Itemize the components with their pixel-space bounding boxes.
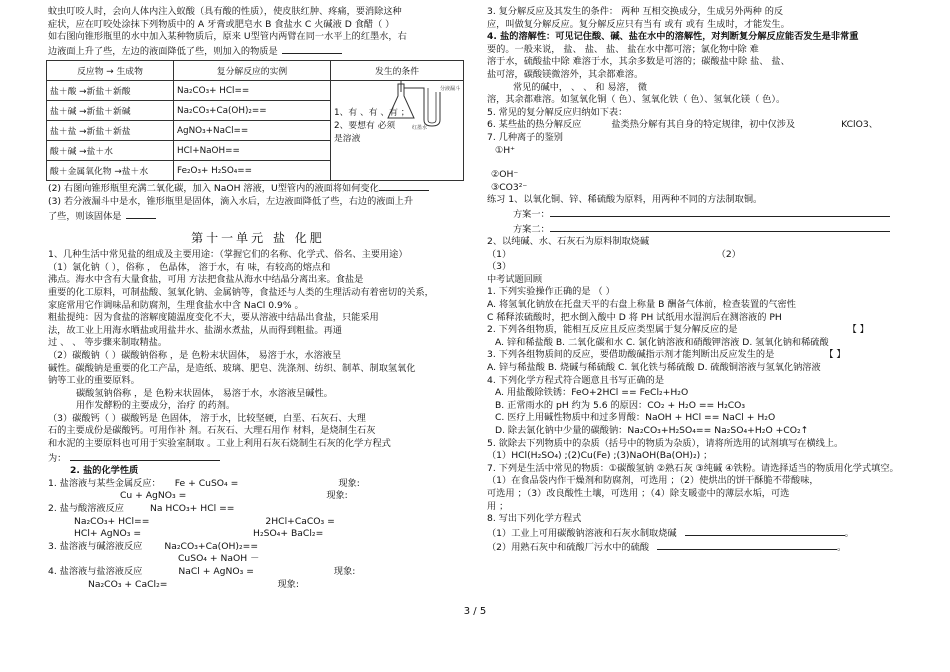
left-text: 钠等工业的重要原料。 [48,375,140,387]
right-text: 8. 写出下列化学方程式 [487,513,582,525]
left-text: （3）碳酸钙（ ）碳酸钙是 色固体， 溶于水，比较坚硬，白垩、石灰石、大理 [48,412,366,424]
left-text: 粗盐提纯：因为食盐的溶解度随温度变化不大，要从溶液中结晶出食盐，只能采用 [48,312,379,324]
left-text: 2. 盐与酸溶液反应 Na HCO₃+ HCl == [48,503,235,515]
right-text: 4. 盐的溶解性：可见记住酸、碱、盐在水中的溶解性，对判断复分解反应能否发生是非常重 [487,31,859,43]
left-text: 蚊虫叮咬人时，会向人体内注入蚁酸（具有酸的性质），使皮肤红肿、疼痛，要消除这种 [48,6,402,17]
left-text: Na₂CO₃ + CaCl₂= 现象: [88,578,299,590]
left-text: 如右图向锥形瓶里的水中加入某种物质后，原来 U型管内两臂在同一水平上的红墨水，右 [48,31,407,43]
right-text: （2）用熟石灰中和硫酸厂污水中的硫酸 。 [487,542,847,554]
right-text: 用 ； [487,500,509,512]
right-text: 练习 1、以氧化铜、锌、稀硫酸为原料，用两种不同的方法制取铜。 [487,194,763,206]
left-text: （2）碳酸钠（ ）碳酸钠俗称 ，是 色粉末状固体， 易溶于水，水溶液呈 [48,349,342,361]
right-text: 7. 下列是生活中常见的物质：①碳酸氢钠 ②熟石灰 ③纯碱 ④铁粉。请选择适当的物质用化学式填空。 [487,462,899,474]
table-header: 反应物 → 生成物 [47,61,174,81]
right-text: 方案二： [487,222,907,237]
left-text: 用作发酵粉的主要成分，治疗 的药剂。 [76,400,236,412]
apparatus-figure [388,80,461,131]
right-text: A. 锌和稀盐酸 B. 二氧化碳和水 C. 氯化钠溶液和硝酸钾溶液 D. 氢氧化钠和稀硫酸 [495,336,829,348]
left-text: 沸点。海水中含有大量食盐，可用 方法把食盐从海水中结晶分离出来。食盐是 [48,274,364,286]
right-text: 溶于水，硫酸盐中除 难溶于水，其余多数是可溶的；碳酸盐中除 盐、 盐、 [487,56,790,68]
right-text: C. 医疗上用碱性物质中和过多胃酸：NaOH + HCl == NaCl + H₂O [495,412,776,424]
right-text: C 稀释浓硫酸时，把水倒入酸中 D 将 PH 试纸用水湿润后在测溶液的 PH [487,311,782,323]
right-text: 2. 下列各组物质，能相互反应且反应类型属于复分解反应的是 【 】 [487,324,869,336]
left-text: Cu + AgNO₃ = 现象: [120,490,348,502]
table-cell: Na₂CO₃+Ca(OH)₂== [174,101,331,121]
right-text: （1） （2） [487,248,741,260]
left-text: 3. 盐溶液与碱溶液反应 Na₂CO₃+Ca(OH)₂== [48,540,259,552]
page-number: 3 / 5 [463,606,487,617]
right-text: 中考试题回顾 [487,273,543,285]
right-text: ③CO3²⁻ [491,181,528,193]
table-cell: 酸＋碱 →盐＋水 [47,141,174,161]
table-header: 复分解反应的实例 [174,61,331,81]
table-header: 发生的条件 [331,61,464,81]
right-text: B. 正常雨水的 pH 约为 5.6 的原因：CO₂ + H₂O == H₂CO₃ [495,399,746,411]
table-cell: AgNO₃+NaCl== [174,121,331,141]
figure-label-top: 分液漏斗 [440,86,461,92]
right-text: 方案一： [487,207,907,222]
right-text: A. 锌与稀盐酸 B. 烧碱与稀硫酸 C. 氧化铁与稀硫酸 D. 硫酸铜溶液与氢氧化钠溶液 [487,362,821,374]
left-text: (3) 若分液漏斗中是水，锥形瓶里是固体，滴入水后，左边液面降低了些，右边的液面上升 [48,195,414,207]
table-cell: Na₂CO₃+ HCl== [174,81,331,101]
table-cell: 盐＋酸 →新盐＋新酸 [47,81,174,101]
left-text: 石的主要成份是碳酸钙。可用作补 剂。石灰石、大理石用作 材料，是烧制生石灰 [48,425,376,437]
right-text: 盐可溶，碳酸镁微溶外，其余都难溶。 [487,68,644,80]
left-text: Na₂CO₃+ HCl== 2HCl+CaCO₃ = [74,515,335,527]
left-text: 1、几种生活中常见盐的组成及主要用途：（掌握它们的名称、化学式、俗名、主要用途） [48,249,408,261]
unit-title: 第十一单元 盐 化肥 [191,231,325,246]
right-text: 7. 几种离子的鉴别 [487,131,563,143]
right-text: 5. 欲除去下列物质中的杂质（括号中的物质为杂质），请将所选用的试剂填写在横线上。 [487,437,844,449]
right-text: 3. 下列各组物质间的反应，要借助酸碱指示剂才能判断出反应发生的是 【 】 [487,349,846,361]
table-cell: 盐＋碱 →新盐＋新碱 [47,101,174,121]
right-text: 1. 下列实验操作正确的是 （ ） [487,286,615,298]
left-text: (2) 右图向锥形瓶里充满二氧化碳，加入 NaOH 溶液，U型管内的液面将如何变化 [48,181,468,196]
left-text: 家庭常用它作调味品和防腐剂，生理食盐水中含 NaCl 0.9% 。 [48,299,304,311]
right-text: 常见的碱中， 、 、 和 易溶， 微 [513,81,648,93]
right-text: 可选用 ；（3）改良酸性土壤，可选用 ；（4）除支暖壶中的薄层水垢，可选 [487,487,790,499]
left-text: 1. 盐溶液与某些金属反应： Fe + CuSO₄ = 现象: [48,477,360,489]
right-text: 5. 常见的复分解反应归纳如下表： [487,106,628,118]
right-text: 2、以纯碱、水、石灰石为原料制取烧碱 [487,236,650,248]
right-text: ①H⁺ [495,144,515,156]
right-text: A. 用盐酸除铁锈：FeO+2HCl == FeCl₂+H₂O [495,387,689,399]
table-cell: Fe₂O₃+ H₂SO₄== [174,161,331,181]
right-text: A. 将氢氧化钠放在托盘天平的右盘上称量 B 酬备气体前，检查装置的气密性 [487,299,796,311]
right-text: ②OH⁻ [491,169,519,181]
left-text: 和水泥的主要原料也可用于实验室制取 。工业上利用石灰石烧制生石灰的化学方程式 [48,438,391,450]
left-text: 4. 盐溶液与盐溶液反应 NaCl + AgNO₃ = 现象: [48,566,356,577]
right-text: 应，叫做复分解反应。复分解反应只有当有 或有 或有 生成时，才能发生。 [487,18,790,30]
right-text: D. 除去氯化钠中少量的碳酸钠：Na₂CO₃+H₂SO₄== Na₂SO₄+H₂O +CO₂↑ [495,425,809,436]
left-text: 了些，则该固体是 [48,209,468,224]
left-text: HCl+ AgNO₃ = H₂SO₄+ BaCl₂= [74,528,324,540]
left-text: 重要的化工原料，可制盐酸、氢氧化钠、金属钠等，食盐还与人类的生理活动有着密切的关系， [48,286,434,298]
left-text: 过 、 、 等步骤来制取精盐。 [48,337,168,349]
left-text: 症状，应在叮咬处涂抹下列物质中的 A 牙膏或肥皂水 B 食盐水 C 火碱液 D 食醋（ ） [48,18,395,30]
left-text: （1）氯化钠（ ），俗称 ， 色晶体， 溶于水，有 味，有较高的熔点和 [48,261,331,273]
left-text: 碳酸氢钠俗称 ，是 色粉末状固体， 易溶于水，水溶液呈碱性。 [76,387,333,399]
right-text: （1）工业上可用碳酸钠溶液和石灰水制取烧碱 。 [487,527,854,539]
condition-cell: 1、有 、有 、有 ； 2、要想有 必须 是溶液 [331,81,464,181]
table-cell: 酸＋金属氧化物 →盐＋水 [47,161,174,181]
left-text: 为： [48,451,468,466]
figure-label-bottom: 红墨水 [412,125,428,131]
right-text: 3. 复分解反应及其发生的条件： 两种 互相交换成分，生成另外两种 的反 [487,6,784,17]
right-text: 溶，其余都难溶。如氢氧化铜（ 色）、氢氧化铁（ 色）、氢氧化镁（ 色）。 [487,94,786,106]
right-column [487,6,907,555]
right-text: 4. 下列化学方程式符合题意且书写正确的是 [487,374,665,386]
left-text: 法，故工业上用海水晒盐或用盐井水、盐湖水煮盐，从而得到粗盐。再通 [48,324,342,336]
right-text: （1）HCl(H₂SO₄) ;(2)Cu(Fe) ;(3)NaOH(Ba(OH)₂) ； [487,450,713,462]
left-text: CuSO₄ + NaOH － [178,553,260,565]
table-cell: HCl+NaOH== [174,141,331,161]
left-text: 2. 盐的化学性质 [70,465,139,477]
left-text: 边液面上升了些，左边的液面降低了些，则加入的物质是 [48,44,468,59]
right-text: 6. 某些盐的热分解反应 盐类热分解有其自身的特定规律，初中仅涉及 KClO3、 [487,119,878,131]
table-cell: 盐＋盐 →新盐＋新盐 [47,121,174,141]
right-text: （1）在食品袋内作干燥剂和防腐剂，可选用 ；（2）使烘出的饼干酥脆不带酸味， [487,475,819,487]
left-text: 碱性。碳酸钠是重要的化工产品，是造纸、玻璃、肥皂、洗涤剂、纺织、制革、制取氢氧化 [48,362,416,374]
right-text: 要的。一般来说， 盐、 盐、 盐、 盐在水中都可溶；氯化物中除 难 [487,43,759,55]
right-text: （3） [487,261,512,273]
